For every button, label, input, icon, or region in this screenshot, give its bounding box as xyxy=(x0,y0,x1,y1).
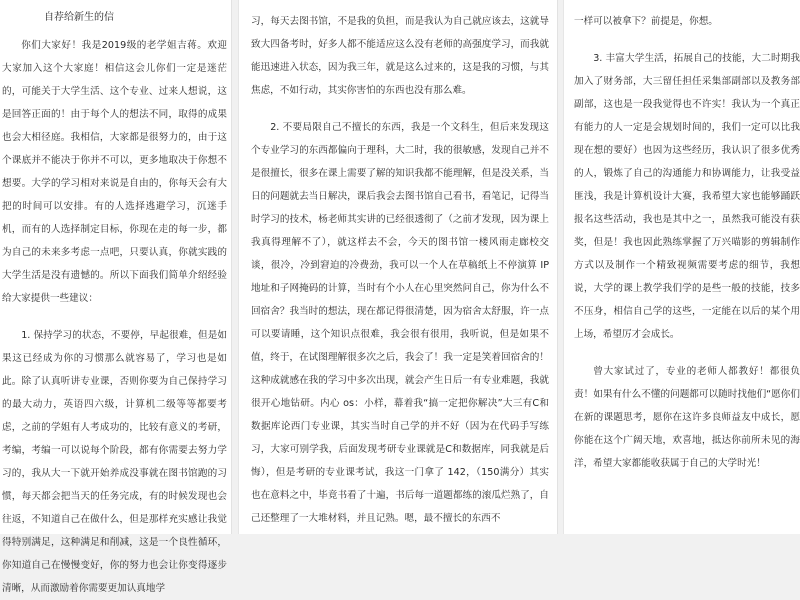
paragraph-point-1-continued: 习，每天去图书馆，不是我的负担，而是我认为自己就应该去，这就导致大四备考时，好多人都不能适应这么没有老师的高强度学习，而我就能迅速进入状态，因为我三年，就是这么过来的，这是我的习惯，与其焦虑，不如行动，其实你害怕的东西也没有那么难。 xyxy=(251,16,549,96)
paragraph-point-2-continued: 一样可以被拿下？前提是，你想。 xyxy=(574,16,718,27)
paragraph-point-1: 1. 保持学习的状态，不要停，早起很难，但是如果这已经成为你的习惯那么就容易了，学习也是如此。除了认真听讲专业课，否则你要为自己保持学习的最大动力，英语四六级，计算机二级等等都要考虑，之前的学姐有人考成功的，比较有意义的考研，考编，考编一可以说每个阶段，都有你需要去努力学习的，我从大一下就开始养成没事就在图书馆跑的习惯，每天都会把当天的任务完成，有的时候发现也会往返，不知道自己在做什么，但是那样充实感让我觉得特别满足，这种满足和削减，这是一个良性循环，你知道自己在慢慢变好，你的努力也会让你变得逐步清晰，从而激励着你需要更加认真地学 xyxy=(2,330,227,594)
paragraph-point-3: 3. 丰富大学生活，拓展自己的技能，大二时期我加入了财务部，大三留任担任采集部副部以及教务部副部，这也是一段我觉得也不许实！我认为一个真正有能力的人一定是会规划时间的，我们一定可以比我现在想的要好）也因为这些经历，我认识了很多优秀的人，锻炼了自己的沟通能力和协调能力，让我受益匪浅，我是计算机设计大赛，我希望大家也能够踊跃报名这些活动，我也是其中之一，虽然我可能没有获奖，但是！我也因此熟练掌握了万兴喵影的剪辑制作方式以及制作一个精致视频需要考虑的细节，我想说，大学的课上教学我们学的是些一般的技能，技多不压身，相信自己学的这些，一定能在以后的某个用上场，希望厉才会成长。 xyxy=(574,53,800,340)
letter-title: 自荐给新生的信 xyxy=(44,12,114,23)
paragraph-point-2: 2. 不要局限自己不擅长的东西，我是一个文科生，但后来发现这个专业学习的东西都偏向于理科，大二时，我的很敏感，发现自己并不是很擅长，很多在课上需要了解的知识我都不能理解，但是没关系，当日的问题就去当日解决，课后我会去图书馆自己看书，看笔记，记得当时学习的技术，杨老师其实讲的已经很透彻了（之前才发现，因为课上我真得理解不了），就这样去不会，今天的图书馆一楼风雨走廊校交谈，很冷，冷到窘迫的冷费劲，我可以一个人在草稿纸上不停演算 IP 地址和子网掩码的计算，当时有个小人在心里突然问自己，你为什么不回宿舍？我当时的想法，现在都记得很清楚，因为宿舍太舒服，许一点可以要请睡，这个知识点很难，我会很有很用，我听说，但是如果不值，终于，在试图理解很多次之后，我会了！我一定是笑着回宿舍的！这种成就感在我的学习中多次出现，就会产生日后一有专业难题，我就很开心地钻研。内心 os：小样，幕着我“搞一定把你解决”大三有C和数据库论西门专业课，其实当时自己学的并不好（因为在代码手写练习，大家可别学我，后面发现考研专业课就是C和数据库，同我就是后悔），但是考研的专业课考试，我这一门拿了 142，（150满分）其实也在意料之中，毕竟书看了十遍，书后每一道题都练的滚瓜烂熟了，自己还整理了一大堆材料，并且记熟。嗯，最不擅长的东西不 xyxy=(251,122,549,524)
paragraph-closing: 曾大家试过了，专业的老师人都教好！都很负责！如果有什么不懂的问题都可以随时找他们“愿你们在新的课题思考，愿你在这许多良师益友中成长，愿你能在这个广阔天地，欢喜地，抵达你前所未见的海洋，希望大家都能收获属于自己的大学时光！ xyxy=(574,366,800,469)
document-page-2 xyxy=(238,0,558,534)
document-page-3 xyxy=(563,0,800,534)
paragraph-intro: 你们大家好！我是2019级的老学姐吉蒋。欢迎大家加入这个大家庭！相信这会儿你们一定是迷茫的，可能关于大学生活、这个专业、过来人想说，这是回答正面的！由于每个人的想法不同，取得的成果也会大相径庭。我相信，大家都是很努力的，由于这个课底并不能决于你并不可以，更多地取决于你想不想要。大学的学习相对来说是自由的，你每天会有大把的时间可以安排。有的人选择逃避学习，沉迷手机，而有的人选择制定目标，你现在走的每一步，都为自己的未来多考虑一点吧，只要认真，你就实践的大学生活是没有遗憾的。所以下面我们简单介绍经验给大家提供一些建议： xyxy=(2,40,227,304)
document-page-1 xyxy=(0,0,232,594)
